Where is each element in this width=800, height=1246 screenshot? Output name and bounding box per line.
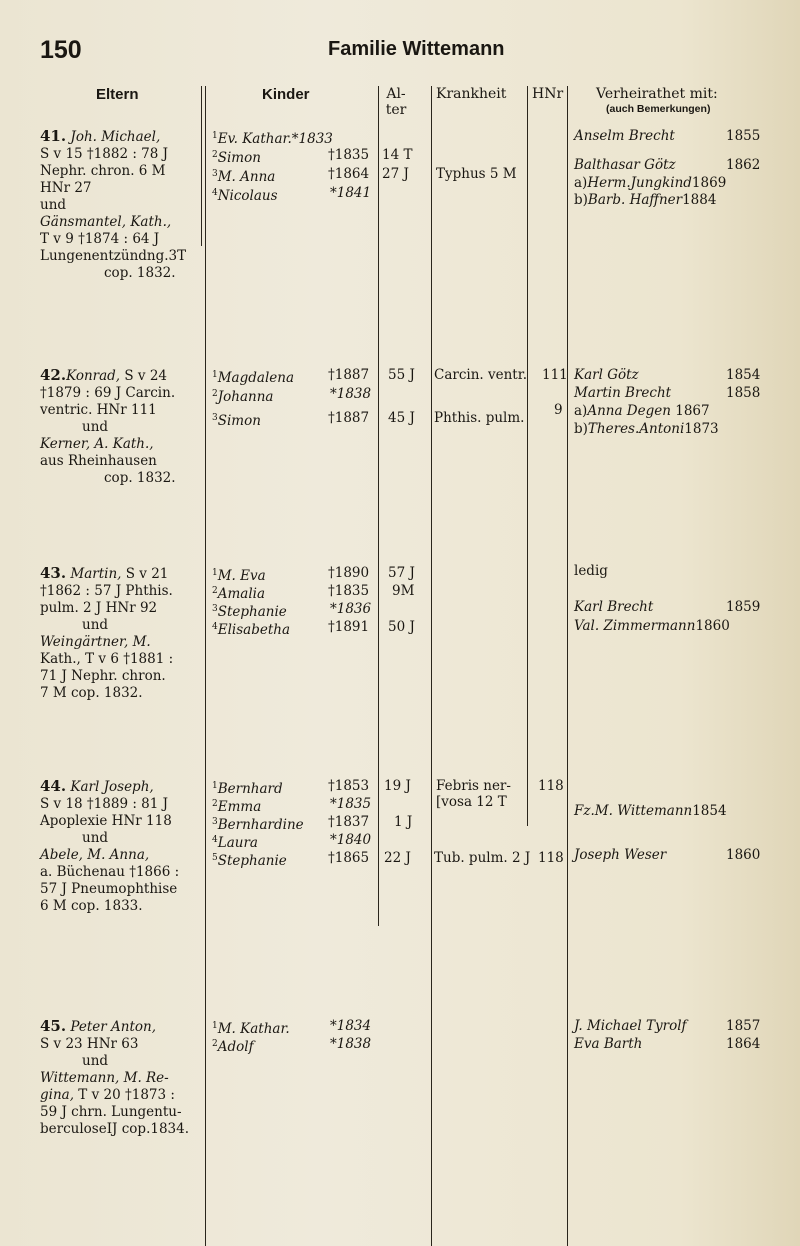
- child-row: $^1$Ev. Kathar.*1833: [212, 131, 333, 147]
- child-row: $^5$Stephanie: [212, 853, 287, 869]
- marriage: a)Anna Degen 1867: [574, 403, 710, 419]
- child-row: $^3$Simon: [212, 413, 261, 429]
- marriage-year: 1864: [726, 1036, 761, 1052]
- child-age: 57 J: [388, 565, 415, 581]
- child-date: *1835: [330, 796, 372, 812]
- hnr-value: 118: [538, 778, 564, 794]
- parents-entry-45: 45. Peter Anton, S v 23 HNr 63 und Wittemann, M. Re- gina, T v 20 †1873 : 59 J chrn. Lungentu- berculoseIJ cop.1834.: [40, 1017, 190, 1137]
- illness: Tub. pulm. 2 J: [434, 850, 531, 866]
- child-age: 50 J: [388, 619, 415, 635]
- col-header-eltern: Eltern: [96, 86, 139, 103]
- child-age: 55 J: [388, 367, 415, 383]
- col-header-verheiratet: Verheirathet mit:: [596, 86, 718, 102]
- col-header-krankheit: Krankheit: [436, 86, 507, 102]
- child-row: $^2$Amalia: [212, 586, 266, 602]
- marriage: b)Theres.Antoni1873: [574, 421, 719, 437]
- child-date: †1837: [328, 814, 370, 830]
- col-header-bemerkungen: (auch Bemerkungen): [606, 103, 711, 115]
- child-date: †1887: [328, 367, 370, 383]
- child-row: $^1$M. Eva: [212, 568, 266, 584]
- marriage-year: 1859: [726, 599, 761, 615]
- child-date: †1890: [328, 565, 370, 581]
- marriage-year: 1858: [726, 385, 761, 401]
- child-row: $^4$Elisabetha: [212, 622, 291, 638]
- child-date: *1836: [330, 601, 372, 617]
- marriage: Martin Brecht: [574, 385, 672, 401]
- child-row: $^4$Nicolaus: [212, 188, 278, 204]
- hnr-value: 9: [554, 402, 563, 418]
- child-age: 9M: [392, 583, 415, 599]
- child-date: †1891: [328, 619, 370, 635]
- marriage: a)Herm.Jungkind1869: [574, 175, 727, 191]
- child-date: *1838: [330, 1036, 372, 1052]
- child-row: $^1$M. Kathar.: [212, 1021, 290, 1037]
- parents-entry-44: 44. Karl Joseph, S v 18 †1889 : 81 J Apoplexie HNr 118 und Abele, M. Anna, a. Büchenau †1866 : 57 J Pneumophthise 6 M cop. 1833.: [40, 777, 180, 914]
- child-date: †1865: [328, 850, 370, 866]
- child-row: $^2$Johanna: [212, 389, 274, 405]
- marriage-status: ledig: [574, 563, 608, 579]
- child-row: $^4$Laura: [212, 835, 258, 851]
- marriage: J. Michael Tyrolf: [574, 1018, 687, 1034]
- child-date: †1835: [328, 583, 370, 599]
- parents-entry-42: 42.Konrad, S v 24 †1879 : 69 J Carcin. ventric. HNr 111 und Kerner, A. Kath., aus Rheinhausen cop. 1832.: [40, 366, 176, 486]
- child-date: *1841: [330, 185, 372, 201]
- marriage: b)Barb. Haffner1884: [574, 192, 717, 208]
- marriage-year: 1854: [726, 367, 761, 383]
- divider: [205, 86, 206, 1246]
- parents-entry-41: 41. Joh. Michael, S v 15 †1882 : 78 J Nephr. chron. 6 M HNr 27 und Gänsmantel, Kath., T v 9 †1874 : 64 J Lungenentzündng.3T cop. 1832.: [40, 127, 187, 281]
- marriage: Karl Brecht: [574, 599, 654, 615]
- illness: Phthis. pulm.: [434, 410, 525, 426]
- child-row: $^1$Bernhard: [212, 781, 283, 797]
- child-age: 22 J: [384, 850, 411, 866]
- col-header-hnr: HNr: [532, 86, 564, 102]
- illness: Typhus 5 M: [436, 166, 517, 182]
- divider: [378, 86, 379, 926]
- col-header-alter: Al- ter: [385, 86, 407, 118]
- child-date: †1864: [328, 166, 370, 182]
- marriage-year: 1855: [726, 128, 761, 144]
- child-date: *1834: [330, 1018, 372, 1034]
- parents-entry-43: 43. Martin, S v 21 †1862 : 57 J Phthis. pulm. 2 J HNr 92 und Weingärtner, M. Kath., T v 6 †1881 : 71 J Nephr. chron. 7 M cop. 1832.: [40, 564, 174, 701]
- marriage: Joseph Weser: [574, 847, 667, 863]
- marriage-year: 1862: [726, 157, 761, 173]
- hnr-value: 118: [538, 850, 564, 866]
- child-row: $^1$Magdalena: [212, 370, 294, 386]
- child-row: $^3$Bernhardine: [212, 817, 304, 833]
- hnr-value: 111: [542, 367, 568, 383]
- child-date: †1835: [328, 147, 370, 163]
- child-row: $^3$Stephanie: [212, 604, 287, 620]
- child-age: 14 T: [382, 147, 413, 163]
- child-row: $^2$Emma: [212, 799, 262, 815]
- child-age: 27 J: [382, 166, 409, 182]
- page-number: 150: [40, 36, 82, 64]
- marriage: Fz.M. Wittemann1854: [574, 803, 727, 819]
- marriage: Val. Zimmermann1860: [574, 618, 730, 634]
- divider: [527, 86, 528, 826]
- marriage: Eva Barth: [574, 1036, 643, 1052]
- page-title: Familie Wittemann: [328, 38, 505, 60]
- child-row: $^2$Adolf: [212, 1039, 254, 1055]
- child-date: *1840: [330, 832, 372, 848]
- marriage: Anselm Brecht: [574, 128, 675, 144]
- col-header-kinder: Kinder: [262, 86, 310, 103]
- marriage: Karl Götz: [574, 367, 639, 383]
- marriage: Balthasar Götz: [574, 157, 676, 173]
- child-row: $^2$Simon: [212, 150, 261, 166]
- child-date: *1838: [330, 386, 372, 402]
- divider: [567, 86, 568, 1246]
- illness: Febris ner- [vosa 12 T: [436, 778, 511, 810]
- divider: [201, 86, 202, 246]
- illness: Carcin. ventr.: [434, 367, 527, 383]
- child-age: 45 J: [388, 410, 415, 426]
- marriage-year: 1860: [726, 847, 761, 863]
- child-row: $^3$M. Anna: [212, 169, 276, 185]
- child-age: 1 J: [394, 814, 413, 830]
- marriage-year: 1857: [726, 1018, 761, 1034]
- divider: [431, 86, 432, 1246]
- child-date: †1887: [328, 410, 370, 426]
- child-age: 19 J: [384, 778, 411, 794]
- child-date: †1853: [328, 778, 370, 794]
